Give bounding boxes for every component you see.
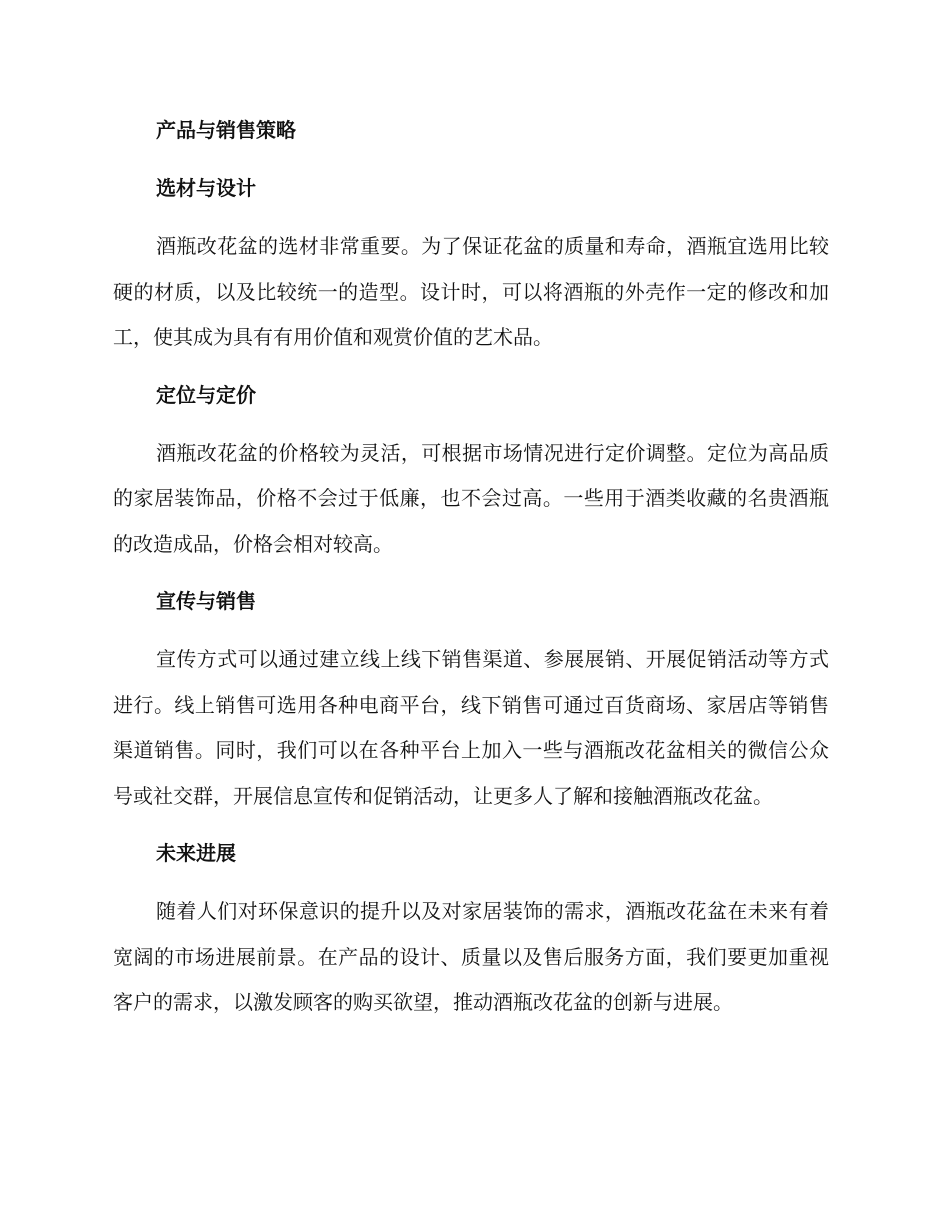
section-heading-promotion-sales: 宣传与销售 [156,589,256,613]
paragraph-promotion-sales: 宣传方式可以通过建立线上线下销售渠道、参展展销、开展促销活动等方式进行。线上销售可选用各种电商平台，线下销售可通过百货商场、家居店等销售渠道销售。同时，我们可以在各种平台上加入一些与酒瓶改花盆相关的微信公众号或社交群，开展信息宣传和促销活动，让更多人了解和接触酒瓶改花盆。 [113,647,829,808]
section-heading-positioning-pricing: 定位与定价 [156,382,256,407]
section-heading-strategy: 产品与销售策略 [156,118,296,142]
paragraph-materials-design: 酒瓶改花盆的选材非常重要。为了保证花盆的质量和寿命，酒瓶宜选用比较硬的材质，以及比较统一的造型。设计时，可以将酒瓶的外壳作一定的修改和加工，使其成为具有有用价值和观赏价值的艺术品。 [113,234,829,349]
section-heading-materials-design: 选材与设计 [156,176,256,200]
section-heading-future-progress: 未来进展 [156,841,236,865]
paragraph-future-progress: 随着人们对环保意识的提升以及对家居装饰的需求，酒瓶改花盆在未来有着宽阔的市场进展前景。在产品的设计、质量以及售后服务方面，我们要更加重视客户的需求，以激发顾客的购买欲望，推动酒瓶改花盆的创新与进展。 [113,899,829,1014]
document-body [113,108,829,1038]
paragraph-positioning-pricing: 酒瓶改花盆的价格较为灵活，可根据市场情况进行定价调整。定位为高品质的家居装饰品，价格不会过于低廉，也不会过高。一些用于酒类收藏的名贵酒瓶的改造成品，价格会相对较高。 [113,440,829,556]
